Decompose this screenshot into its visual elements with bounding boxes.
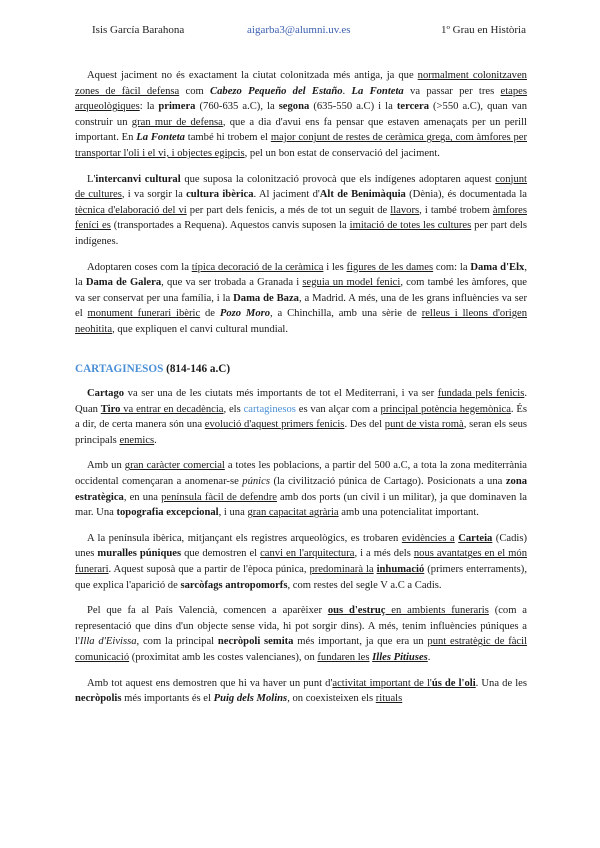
text: . Una de les [475, 677, 528, 689]
underlined-text: activitat important de l' [332, 677, 432, 689]
text: (primers enterraments), que explica l'aparició de [75, 564, 527, 591]
text: (proximitat amb les costes valencianes), on [129, 652, 318, 663]
text: com [179, 85, 211, 97]
paragraph-dames [75, 260, 527, 338]
underlined-text: conjunt de cultures [75, 173, 527, 201]
text: Amb tot aquest ens demostren que hi va haver un punt d' [87, 677, 333, 689]
underlined-text: normalment colonitzaven zones de fàcil defensa [75, 70, 527, 97]
header-author: Isis García Barahona [92, 24, 185, 36]
text: amb una potencialitat important. [338, 507, 479, 519]
underlined-text: relleus i lleons d'origen neohitita [75, 308, 527, 335]
underlined-text: figures de les dames [346, 261, 434, 273]
header-course: 1º Grau en Història [441, 24, 526, 36]
bold-italic-text: Pozo Moro [219, 308, 271, 320]
text: a totes les poblacions, a partir del 500 a.C, a tota la zona mediterrània occidental començaran a anomenar-se [75, 460, 528, 488]
bold-text: Cartago [87, 388, 125, 400]
text: que demostren el [181, 548, 261, 560]
text: (635-550 a.C) i la [309, 101, 397, 113]
bold-text: necròpoli semita [217, 636, 294, 648]
text: , a Madrid. A més, una de les grans influències va ser el [75, 292, 527, 320]
paragraph-intercanvi-cultural [75, 172, 527, 250]
text: . Al jaciment d' [253, 189, 320, 201]
paragraph-pais-valencia [75, 603, 527, 665]
text: , seran els seus principals [75, 419, 528, 446]
text: Amb un [87, 460, 125, 472]
bold-text: Dama de Baza [233, 292, 299, 304]
text: , que va ser trobada a Granada i [161, 277, 303, 289]
text: , on coexisteixen els [287, 693, 376, 705]
highlighted-term: cartaginesos [243, 403, 296, 415]
underlined-text: evolució d'aquest primers fenicis [204, 419, 345, 431]
underlined-text: major conjunt de restes de ceràmica grega, com àmfores per transportar l'oli i el vi, i objectes egipcis [75, 132, 527, 159]
bold-text: Alt de Benimàquia [319, 189, 406, 201]
text: (Dènia), és documentada la [405, 189, 527, 201]
bold-text: Dama d'Elx [470, 261, 525, 273]
text: , com restes del segle V a.C a Cadis. [287, 579, 442, 591]
bold-text: topografia excepcional [116, 507, 219, 519]
bold-text: cultura ibèrica [186, 189, 254, 201]
text: A la península ibèrica, mitjançant els registres arqueològics, es trobaren [87, 532, 402, 544]
text: més importants és el [121, 693, 214, 705]
text: . [154, 434, 157, 446]
text: Adoptaren coses com la [87, 261, 192, 273]
bold-text: sarcòfags antropomorfs [180, 579, 288, 591]
bold-italic-text: La Fonteta [136, 132, 185, 144]
text: . Des del [344, 419, 385, 431]
text: (com a representació que dins d'un objecte sense vida, hi pot sorgir dins). A més, tenim influències púniques a l' [75, 605, 527, 648]
underlined-text: monument funerari ibèric [87, 308, 201, 320]
italic-text: Illa d'Eivissa [79, 636, 137, 648]
text: va passar per tres [403, 85, 501, 97]
underlined-text: punt estratègic de fàcil comunicació [75, 636, 528, 663]
text: , i també trobem [419, 204, 493, 216]
bold-italic-text: La Fonteta [351, 85, 404, 97]
text: , en una [123, 491, 162, 503]
bold-underlined-text: ús de l'oli [431, 677, 476, 689]
page-header [0, 24, 600, 40]
underlined-text: va entrar en decadència [120, 403, 224, 415]
heading-dates: (814-146 a.C) [163, 362, 231, 375]
bold-text: intercanvi cultural [95, 173, 181, 185]
underlined-text: tècnica d'elaboració del vi [75, 204, 187, 216]
text: (>550 a.C), quan van construir un [75, 101, 528, 128]
underlined-text: imitació de totes les cultures [349, 220, 472, 232]
underlined-text: nous avantatges en el món funerari [75, 548, 527, 576]
text: . És a dir, de certa manera són una [75, 403, 527, 431]
bold-text: Dama de Galera [85, 277, 162, 289]
text: es van alçar com a [295, 403, 381, 415]
text: . Aquest suposà que a partir de l'època púnica, [108, 564, 310, 576]
bold-italic-text: Cabezo Pequeño del Estaño [210, 85, 343, 97]
text: . [427, 652, 431, 663]
text: (la civilització púnica de Cartago). Posicionats a una [269, 476, 506, 488]
bold-underlined-italic-text: Illes Pitiuses [372, 652, 428, 663]
underlined-text: principal potència hegemònica [380, 403, 511, 415]
underlined-text: punt de vista romà [384, 419, 464, 431]
bold-underlined-text: inhumació [376, 564, 425, 576]
text: L' [87, 173, 96, 185]
heading-title: CARTAGINESOS [75, 362, 164, 375]
underlined-text: fundada pels fenicis [437, 388, 525, 400]
bold-text: tercera [396, 101, 429, 113]
underlined-text: gran caràcter comercial [124, 460, 225, 472]
text: , que expliquen el canvi cultural mundial. [112, 323, 288, 335]
bold-text: primera [158, 101, 196, 113]
underlined-text: fundaren les [317, 652, 370, 663]
text: Aquest jaciment no és exactament la ciutat colonitzada més antiga, ja que [87, 70, 418, 81]
underlined-text: seguia un model fenici [302, 277, 401, 289]
text: (Cadis) unes [75, 532, 527, 560]
italic-text: púnics [242, 476, 270, 488]
text: , la [75, 261, 527, 289]
underlined-text: àmfores feníci es [75, 204, 528, 232]
text: : la [139, 101, 159, 113]
text: , els [223, 403, 244, 415]
bold-underlined-text: Carteia [458, 532, 493, 544]
underlined-text: rituals [375, 693, 403, 705]
text: que suposa la colonització provocà que els indígenes adoptaren aquest [180, 173, 496, 185]
underlined-text: evidències a [401, 532, 455, 544]
bold-text: muralles púniques [97, 548, 182, 560]
text: , pel un bon estat de conservació del jaciment. [244, 147, 440, 159]
underlined-text: típica decoració de la ceràmica [191, 261, 324, 273]
text: , com la principal [136, 636, 218, 648]
bold-underlined-text: ous d'estruç [327, 605, 386, 617]
paragraph-peninsula-iberica [75, 531, 527, 593]
text: per part dels indígenes. [75, 220, 527, 247]
text: , com també les àmfores, que va ser conservat per una família, i la [75, 277, 527, 304]
bold-text: zona estratègica [75, 476, 528, 503]
bold-italic-text: Puig dels Molins [213, 693, 288, 705]
underlined-text: gran capacitat agrària [247, 507, 339, 519]
section-heading-cartaginesos [75, 362, 527, 378]
underlined-text: en ambients funeraris [385, 605, 489, 617]
text: . Quan [75, 388, 527, 415]
bold-text: necròpolis [75, 693, 122, 705]
text: , i va sorgir la [121, 189, 187, 201]
text: (760-635 a.C), la [195, 101, 279, 113]
underlined-text: península fàcil de defendre [161, 491, 277, 503]
underlined-text: canvi en l'arquitectura [260, 548, 355, 560]
document-body [75, 68, 527, 717]
paragraph-caracter-comercial [75, 458, 527, 520]
bold-underlined-text: Tiro [100, 403, 121, 415]
text: (transportades a Requena). Aquestos canvis suposen la [110, 220, 350, 232]
paragraph-cartago [75, 386, 527, 448]
bold-text: segona [278, 101, 310, 113]
text: , que a dia d'avui ens fa pensar que estaven amenaçats per un perill important. En [75, 116, 527, 144]
text: també hi trobem el [184, 132, 271, 144]
underlined-text: predominarà la [309, 564, 374, 576]
text: va ser una de les ciutats més importants de tot el Mediterrani, i va ser [124, 388, 438, 400]
underlined-text: gran mur de defensa [131, 116, 223, 128]
text: més important, ja que era un [293, 636, 428, 648]
paragraph-la-fonteta [75, 68, 527, 162]
text: amb dos ports (un civil i un militar), ja que dominaven la mar. Una [75, 491, 527, 519]
text: com: la [433, 261, 471, 273]
underlined-text: enemics [119, 434, 155, 446]
header-email-link[interactable]: aigarba3@alumni.uv.es [247, 24, 351, 36]
text: de [200, 308, 220, 320]
underlined-text: llavors [390, 204, 420, 216]
underlined-text: etapes arqueològiques [75, 85, 528, 113]
text: , i a més dels [354, 548, 414, 560]
text: Pel que fa al País Valencià, comencen a aparèixer [87, 605, 328, 617]
text: . [342, 85, 352, 97]
paragraph-us-de-l-oli [75, 676, 527, 707]
text: , a Chinchilla, amb una sèrie de [270, 308, 422, 320]
text: , i una [218, 507, 248, 519]
text: per part dels fenicis, a més de tot un seguit de [186, 204, 391, 216]
text: i les [323, 261, 347, 273]
